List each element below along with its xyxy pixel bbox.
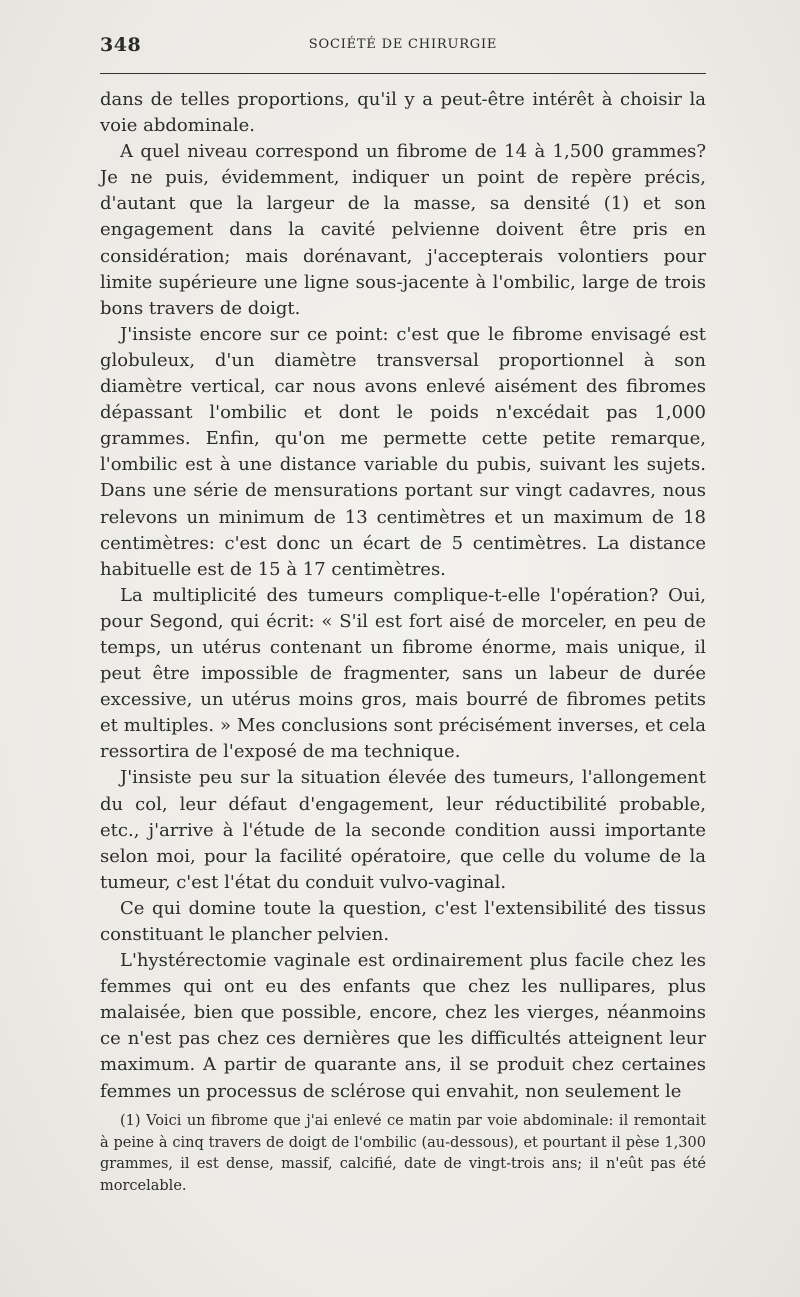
paragraph: J'insiste encore sur ce point: c'est que le fibrome envisagé est globuleux, d'un diamètre transversal proportionnel à son diamètre vertical, car nous avons enlevé aisément des fibromes dépassant l'ombilic et dont le poids n'excédait pas 1,000 grammes. Enfin, qu'on me permette cette petite remarque, l'ombilic est à une distance variable du pubis, suivant les sujets. Dans une série de mensurations portant sur vingt cadavres, nous relevons un minimum de 13 centimètres et un maximum de 18 centimètres: c'est donc un écart de 5 centimètres. La distance habituelle est de 15 à 17 centimètres. bbox=[100, 323, 706, 580]
page-header bbox=[100, 34, 706, 64]
paragraph: Ce qui domine toute la question, c'est l'extensibilité des tissus constituant le plancher pelvien. bbox=[100, 897, 706, 945]
header-rule bbox=[100, 73, 706, 74]
paragraph: La multiplicité des tumeurs complique-t-elle l'opération? Oui, pour Segond, qui écrit: « S'il est fort aisé de morceler, en peu de temps, un utérus contenant un fibrome énorme, mais unique, il peut être impossible de fragmenter, sans un labeur de durée excessive, un utérus moins gros, mais bourré de fibromes petits et multiples. » Mes conclusions sont précisément inverses, et cela ressortira de l'exposé de ma technique. bbox=[100, 584, 706, 763]
paragraph: A quel niveau correspond un fibrome de 14 à 1,500 grammes? Je ne puis, évidemment, indiquer un point de repère précis, d'autant que la largeur de la masse, sa densité (1) et son engagement dans la cavité pelvienne doivent être pris en considération; mais dorénavant, j'accepterais volontiers pour limite supérieure une ligne sous-jacente à l'ombilic, large de trois bons travers de doigt. bbox=[100, 141, 706, 319]
paragraph: J'insiste peu sur la situation élevée des tumeurs, l'allongement du col, leur défaut d'engagement, leur réductibilité probable, etc., j'arrive à l'étude de la seconde condition aussi importante selon moi, pour la facilité opératoire, que celle du volume de la tumeur, c'est l'état du conduit vulvo-vaginal. bbox=[100, 767, 706, 893]
body-text bbox=[100, 87, 706, 1105]
paragraph: L'hystérectomie vaginale est ordinairement plus facile chez les femmes qui ont eu des enfants que chez les nullipares, plus malaisée, bien que possible, encore, chez les vierges, néanmoins ce n'est pas chez ces dernières que les difficultés atteignent leur maximum. A partir de quarante ans, il se produit chez certaines femmes un processus de sclérose qui envahit, non seulement le bbox=[100, 950, 706, 1102]
running-title: SOCIÉTÉ DE CHIRURGIE bbox=[308, 37, 498, 52]
footnote-text: (1) Voici un fibrome que j'ai enlevé ce matin par voie abdominale: il remontait à peine à cinq travers de doigt de l'ombilic (au-dessous), et pourtant il pèse 1,300 grammes, il est dense, massif, calcifié, date de vingt-trois ans; il n'eût pas été morcelable. bbox=[100, 1113, 706, 1195]
page-number: 348 bbox=[100, 34, 142, 56]
footnote bbox=[100, 1111, 706, 1198]
paragraph: dans de telles proportions, qu'il y a peut-être intérêt à choisir la voie abdominale. bbox=[100, 89, 706, 137]
